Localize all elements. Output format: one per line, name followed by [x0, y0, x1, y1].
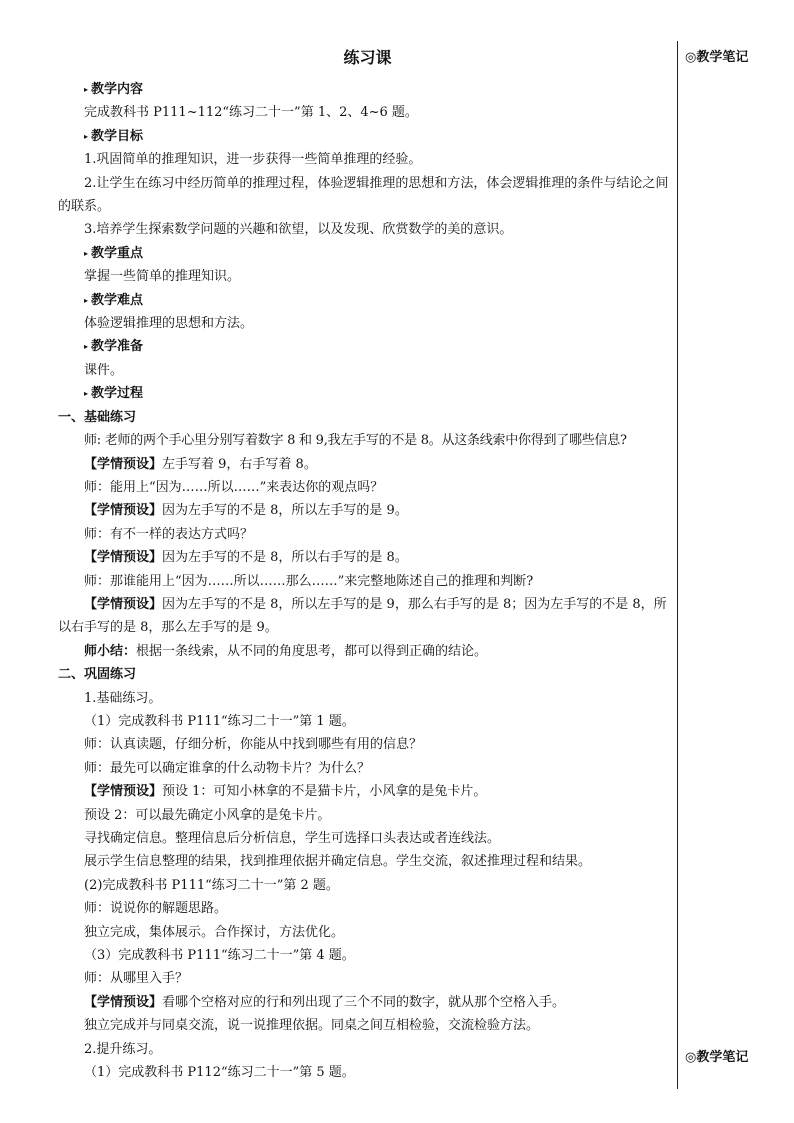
part2-line-17: （1）完成教科书 P112“练习二十一”第 5 题。 [84, 1065, 355, 1081]
section-heading-process: ▸ 教学过程 [58, 382, 672, 405]
bullet-icon: ▸ [84, 247, 89, 258]
part2-line-6: 预设 2：可以最先确定小风拿的是兔卡片。 [84, 807, 331, 823]
difficulty-text: 体验逻辑推理的思想和方法。 [84, 316, 254, 332]
bullet-icon: ▸ [84, 341, 89, 352]
teacher-summary: 师小结：根据一条线索，从不同的角度思考，都可以得到正确的结论。 [84, 643, 488, 659]
part2-line-11: 独立完成，集体展示。合作探讨，方法优化。 [84, 924, 345, 940]
preset-tag: 【学情预设】 [84, 596, 163, 612]
margin-divider [677, 41, 678, 1089]
goal-2: 2.让学生在练习中经历简单的推理过程，体验逻辑推理的思想和方法，体会逻辑推理的条件与结论之间的联系。 [58, 175, 669, 215]
preset-tag: 【学情预设】 [84, 456, 163, 472]
side-note-bottom: ◎教学笔记 [685, 1050, 749, 1065]
part1-line-1: 师: 老师的两个手心里分别写着数字 8 和 9,我左手写的不是 8。从这条线索中你得到了哪些信息? [84, 433, 627, 449]
part1-line-6: 【学情预设】因为左手写的不是 8，所以右手写的是 8。 [84, 550, 408, 566]
part1-line-8: 【学情预设】因为左手写的不是 8，所以左手写的是 9，那么右手写的是 8；因为左手写的不是 8，所以右手写的是 8，那么左手写的是 9。 [58, 596, 667, 636]
part1-line-2: 【学情预设】左手写着 9，右手写着 8。 [84, 456, 317, 472]
part2-line-7: 寻找确定信息。整理信息后分析信息，学生可选择口头表达或者连线法。 [84, 831, 501, 846]
part2-line-9: (2)完成教科书 P111“练习二十一”第 2 题。 [84, 877, 339, 893]
part2-line-3: 师：认真读题，仔细分析，你能从中找到哪些有用的信息？ [84, 737, 423, 753]
page-title: 练习课 [343, 48, 392, 67]
part2-line-16: 2.提升练习。 [84, 1041, 162, 1057]
section-heading-content: ▸ 教学内容 [58, 78, 672, 101]
part2-heading: 二、巩固练习 [58, 667, 137, 683]
part2-line-10: 师：说说你的解题思路。 [84, 901, 228, 917]
side-note-top: ◎教学笔记 [685, 50, 749, 65]
content-text: 完成教科书 P111~112“练习二十一”第 1、2、4~6 题。 [84, 105, 418, 121]
part2-line-14: 【学情预设】看哪个空格对应的行和列出现了三个不同的数字，就从那个空格入手。 [84, 994, 566, 1010]
goal-1: 1.巩固简单的推理知识，进一步获得一些简单推理的经验。 [84, 152, 422, 168]
part1-line-3: 师：能用上“因为……所以……”来表达你的观点吗？ [84, 479, 384, 495]
preset-tag: 【学情预设】 [84, 784, 163, 800]
part2-line-1: 1.基础练习。 [84, 690, 162, 706]
preset-tag: 【学情预设】 [84, 550, 163, 566]
part2-line-4: 师：最先可以确定谁拿的什么动物卡片？为什么？ [84, 760, 371, 776]
summary-tag: 师小结： [84, 643, 137, 659]
part1-line-5: 师：有不一样的表达方式吗？ [84, 526, 254, 542]
bullet-icon: ▸ [84, 84, 89, 94]
section-heading-key: ▸ 教学重点 [58, 242, 672, 265]
bullet-icon: ▸ [84, 130, 89, 141]
part2-line-13: 师：从哪里入手？ [84, 971, 189, 987]
part2-line-2: （1）完成教科书 P111“练习二十一”第 1 题。 [84, 713, 355, 729]
bullet-icon: ▸ [84, 388, 89, 399]
part2-line-8: 展示学生信息整理的结果，找到推理依据并确定信息。学生交流，叙述推理过程和结果。 [84, 854, 592, 870]
part1-line-4: 【学情预设】因为左手写的不是 8，所以左手写的是 9。 [84, 503, 408, 519]
key-text: 掌握一些简单的推理知识。 [84, 269, 241, 285]
preset-tag: 【学情预设】 [84, 503, 163, 519]
section-heading-goals: ▸ 教学目标 [58, 125, 672, 148]
lesson-plan [58, 46, 672, 1084]
section-heading-difficulty: ▸ 教学难点 [58, 289, 672, 312]
preset-tag: 【学情预设】 [84, 994, 163, 1010]
bullet-icon: ▸ [84, 294, 89, 305]
part1-heading: 一、基础练习 [58, 409, 137, 425]
preparation-text: 课件。 [84, 362, 124, 378]
part2-line-15: 独立完成并与同桌交流，说一说推理依据。同桌之间互相检验，交流检验方法。 [84, 1018, 540, 1034]
part2-line-12: （3）完成教科书 P111“练习二十一”第 4 题。 [84, 948, 355, 964]
goal-3: 3.培养学生探索数学问题的兴趣和欲望，以及发现、欣赏数学的美的意识。 [84, 222, 513, 238]
part2-line-5: 【学情预设】预设 1：可知小林拿的不是猫卡片，小风拿的是兔卡片。 [84, 784, 487, 800]
part1-line-7: 师：那谁能用上“因为……所以……那么……”来完整地陈述自己的推理和判断? [84, 573, 534, 589]
section-heading-preparation: ▸ 教学准备 [58, 335, 672, 358]
